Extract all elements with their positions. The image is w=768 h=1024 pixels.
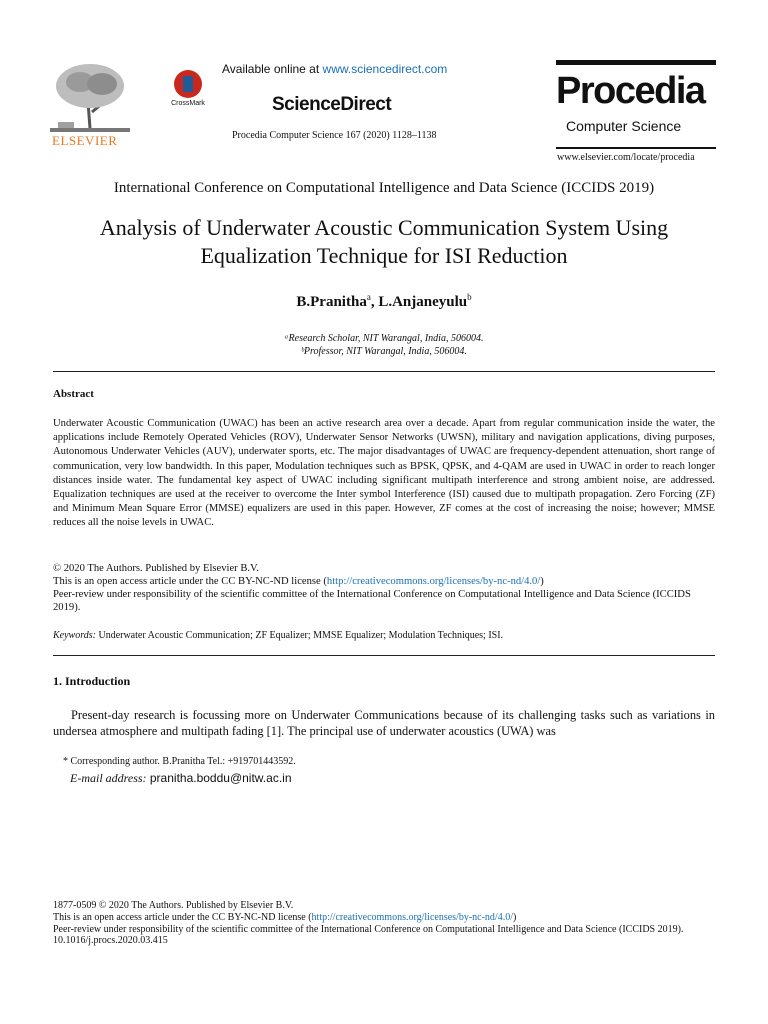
affiliation-a: ᵃResearch Scholar, NIT Warangal, India, 506004.: [284, 333, 484, 344]
crossmark-label: CrossMark: [171, 100, 205, 107]
journal-reference: Procedia Computer Science 167 (2020) 1128–1138: [232, 130, 437, 141]
author-1: B.Pranitha: [296, 294, 367, 310]
license-link[interactable]: http://creativecommons.org/licenses/by-nc-nd/4.0/: [326, 576, 541, 587]
affiliations: [0, 332, 768, 358]
keywords-label: Keywords:: [53, 630, 96, 641]
procedia-subtitle: Computer Science: [566, 118, 682, 134]
abstract-heading: Abstract: [53, 388, 94, 400]
available-prefix: Available online at: [222, 62, 323, 76]
journal-url[interactable]: www.elsevier.com/locate/procedia: [557, 152, 695, 163]
title-line-2: Equalization Technique for ISI Reduction: [200, 243, 568, 268]
keywords: [53, 630, 715, 641]
elsevier-wordmark: ELSEVIER: [52, 133, 118, 148]
conference-name: International Conference on Computational Intelligence and Data Science (ICCIDS 2019): [113, 180, 655, 196]
author-2-affil: b: [467, 292, 472, 302]
procedia-brand: Procedia: [556, 70, 705, 112]
bottom-license-link[interactable]: http://creativecommons.org/licenses/by-nc-nd/4.0/: [311, 911, 513, 923]
corresponding-author: * Corresponding author. B.Pranitha Tel.: +919701443592.: [63, 756, 296, 767]
affiliation-b: ᵇProfessor, NIT Warangal, India, 506004.: [301, 346, 467, 357]
available-online: [222, 62, 447, 76]
divider-bottom: [53, 655, 715, 656]
email-row: [70, 771, 292, 786]
email-label: E-mail address:: [70, 771, 147, 785]
sciencedirect-title: ScienceDirect: [272, 94, 392, 115]
bottom-license-suffix: ): [512, 911, 517, 923]
issn-line: 1877-0509 © 2020 The Authors. Published by Elsevier B.V.: [53, 900, 294, 911]
bottom-license-prefix: This is an open access article under the CC BY-NC-ND license (: [53, 911, 312, 923]
copyright-line: © 2020 The Authors. Published by Elsevier B.V.: [53, 563, 259, 574]
author-separator: ,: [370, 294, 379, 310]
bottom-license-line: [53, 912, 715, 924]
intro-heading: 1. Introduction: [53, 674, 131, 688]
bottom-info: [53, 900, 715, 947]
abstract-body: Underwater Acoustic Communication (UWAC) has been an active research area over a decade. Apart from regular communication inside the water, the applications include Remotely Operated Vehicles (ROV), Underwater Sensor Networks (UWSN), military and navigation applications, diving purposes, Autonomous Underwater Vehicles (AUV), underwater sports, etc. The major disadvantages of UWAC are frequency-dependent attenuation, short range of communication, very low bandwidth. In this paper, Modulation techniques such as BPSK, QPSK, and 4-QAM are used in UWAC in order to reach longer distances inside water. The fundamental key aspect of UWAC including significant multipath interference and strong ambient noise, are addressed. Equalization techniques are used at the receiver to overcome the Inter symbol Interference (ISI) caused due to multipath propagation. Zero Forcing (ZF) and Minimum Mean Square Error (MMSE) equalizers are used in this paper. However, ZF comes at the cost of increasing the noise; however; MMSE reduces all the noise levels in UWAC.: [53, 418, 715, 529]
paper-title: [40, 214, 728, 270]
license-prefix: This is an open access article under the CC BY-NC-ND license (: [53, 576, 327, 587]
author-2: L.Anjaneyulu: [378, 294, 468, 310]
keywords-list: Underwater Acoustic Communication; ZF Equalizer; MMSE Equalizer; Modulation Techniques; ISI.: [95, 630, 504, 641]
doi[interactable]: 10.1016/j.procs.2020.03.415: [53, 935, 168, 947]
crossmark-icon: [174, 70, 202, 98]
author-1-affil: a: [366, 292, 371, 302]
author-list: [0, 292, 768, 311]
bottom-peer-review: Peer-review under responsibility of the scientific committee of the International Conference on Computational Intelligence and Data Science (ICCIDS 2019).: [53, 923, 684, 935]
abstract-license: [53, 562, 715, 614]
sciencedirect-link[interactable]: www.sciencedirect.com: [322, 62, 448, 76]
peer-review-line: Peer-review under responsibility of the scientific committee of the International Conference on Computational Intelligence and Data Science (ICCIDS 2019).: [53, 589, 691, 613]
license-suffix: ): [540, 576, 544, 587]
email-address[interactable]: pranitha.boddu@nitw.ac.in: [146, 771, 292, 785]
divider-top: [53, 371, 715, 372]
crossmark-badge[interactable]: [166, 70, 210, 120]
title-line-1: Analysis of Underwater Acoustic Communication System Using: [99, 215, 669, 240]
license-line: [53, 575, 715, 588]
intro-body: Present-day research is focussing more on Underwater Communications because of its challenging tasks such as variations in undersea atmosphere and multipath fading [1]. The principal use of underwater acoustics (UWA) was: [53, 708, 715, 738]
